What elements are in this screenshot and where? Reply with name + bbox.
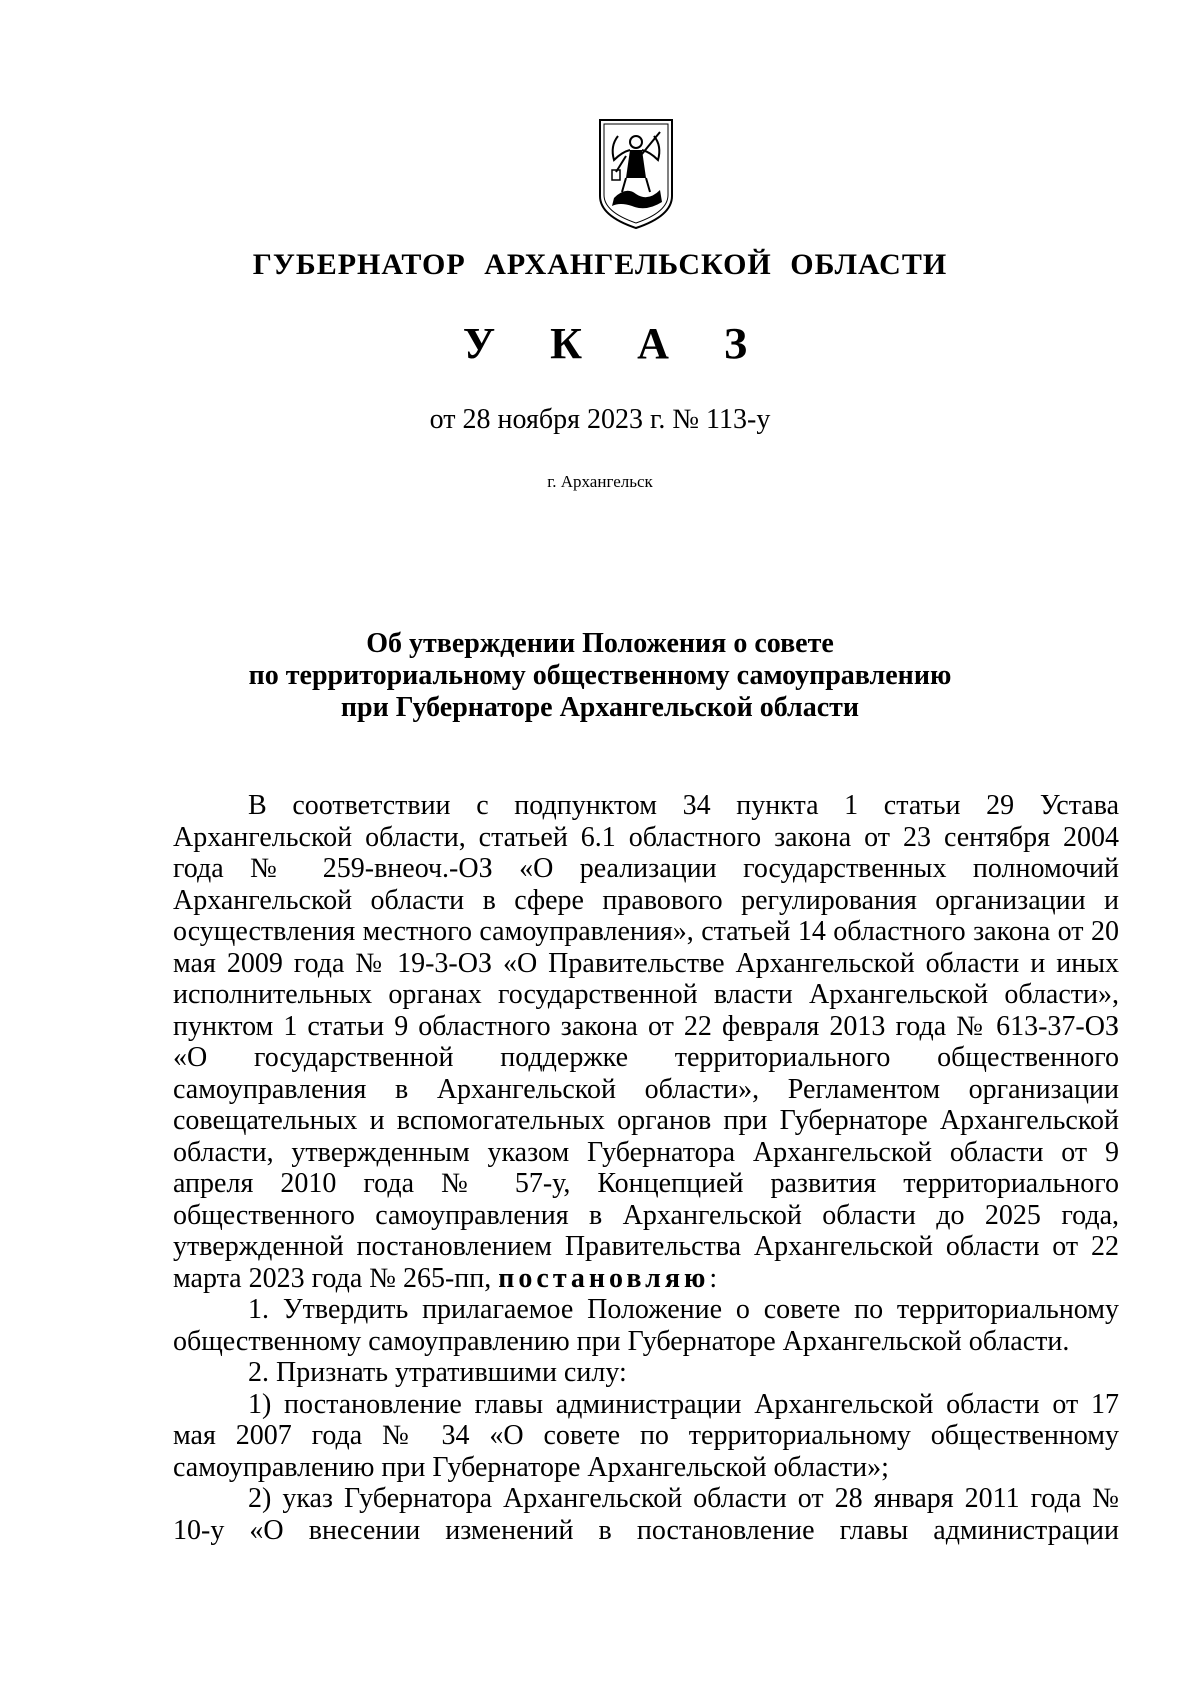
document-title	[0, 628, 1200, 724]
issuing-authority: ГУБЕРНАТОР АРХАНГЕЛЬСКОЙ ОБЛАСТИ	[252, 248, 948, 281]
preamble-paragraph	[173, 790, 1119, 1294]
title-line: Об утверждении Положения о совете	[366, 628, 834, 659]
item-2-2: 2) указ Губернатора Архангельской области от 28 января 2011 года № 10-у «О внесении изменений в постановление главы администрации	[173, 1483, 1119, 1546]
item-2-1: 1) постановление главы администрации Архангельской области от 17 мая 2007 года № 34 «О совете по территориальному общественному самоуправлению при Губернаторе Архангельской области»;	[173, 1388, 1119, 1483]
item-1: 1. Утвердить прилагаемое Положение о совете по территориальному общественному самоуправлению при Губернаторе Архангельской области.	[173, 1294, 1119, 1357]
document-body	[173, 790, 1119, 1546]
item-2: 2. Признать утратившими силу:	[248, 1357, 627, 1388]
title-line: при Губернаторе Архангельской области	[340, 692, 860, 723]
document-place: г. Архангельск	[547, 472, 653, 491]
preamble-text: В соответствии с подпунктом 34 пункта 1 статьи 29 Устава Архангельской области, статьей 6.1 областного закона от 23 сентября 2004 года № 259-внеоч.-ОЗ «О реализации государственных полномочий Архангельской области в сфере правового регулирования организации и осуществления местного самоуправления», статьей 14 областного закона от 20 мая 2009 года № 19-3-ОЗ «О Правительстве Архангельской области и иных исполнительных органах государственной власти Архангельской области», пунктом 1 статьи 9 областного закона от 22 февраля 2013 года № 613-37-ОЗ «О государственной поддержке территориального общественного самоуправления в Архангельской области», Регламентом организации совещательных и вспомогательных органов при Губернаторе Архангельской области, утвержденным указом Губернатора Архангельской области от 9 апреля 2010 года № 57-у, Концепцией развития территориального общественного самоуправления в Архангельской области до 2025 года, утвержденной постановлением Правительства Архангельской области от 22 марта 2023 года № 265-пп,	[173, 790, 1119, 1294]
decree-word: постановляю	[498, 1262, 710, 1294]
coat-of-arms-emblem	[596, 116, 676, 230]
document-date-number: от 28 ноября 2023 г. № 113-у	[429, 404, 771, 435]
title-line: по территориальному общественному самоуправлению	[248, 660, 952, 691]
document-type: У К А З	[462, 319, 770, 368]
decree-colon: :	[709, 1262, 718, 1294]
